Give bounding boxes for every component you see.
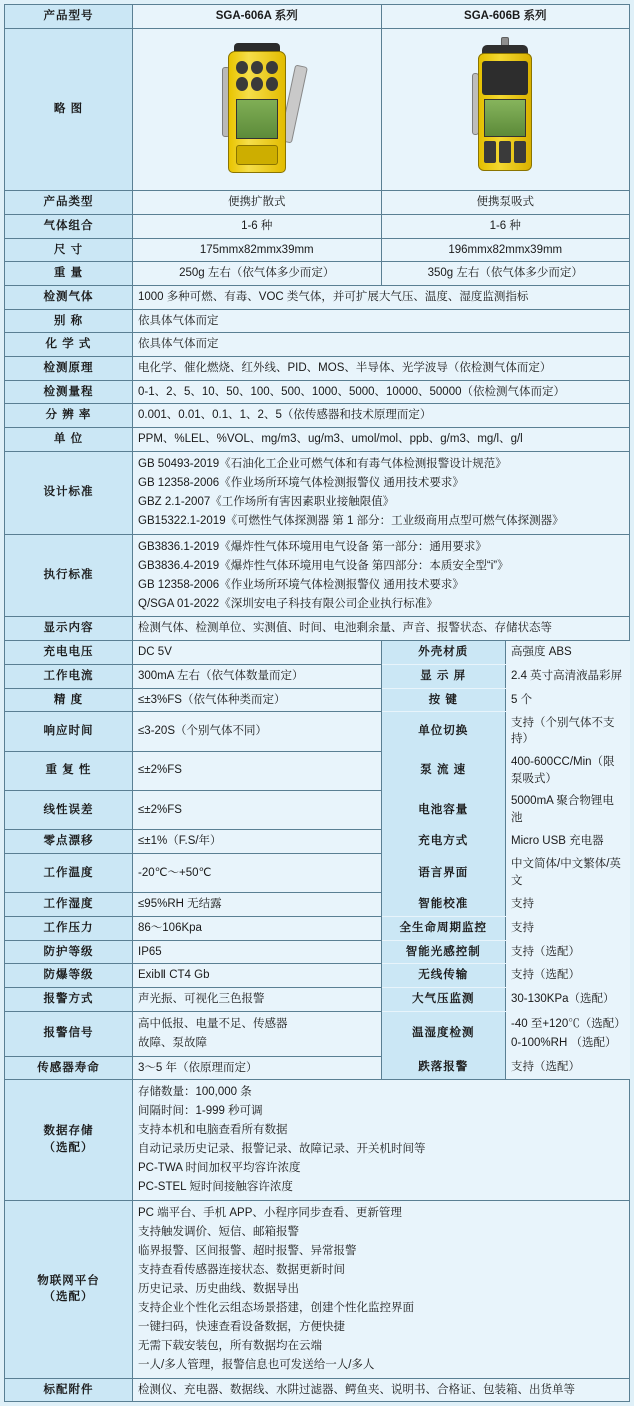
row-label-illustration: 略 图 xyxy=(5,28,133,191)
row-value-a: 1-6 种 xyxy=(133,215,382,239)
table-row-model xyxy=(5,5,630,29)
row-label-model: 产品型号 xyxy=(5,5,133,29)
row-label: 分 辨 率 xyxy=(5,404,133,428)
drop-alarm-value: 支持（选配） xyxy=(506,1056,630,1079)
list-item: 支持本机和电脑查看所有数据 xyxy=(138,1124,288,1137)
table-row xyxy=(5,688,630,712)
row-value: ≤±2%FS xyxy=(133,751,382,790)
list-item: GB3836.1-2019《爆炸性气体环境用电气设备 第一部分：通用要求》 xyxy=(138,540,487,553)
list-item: GB 12358-2006《作业场所环境气体检测报警仪 通用技术要求》 xyxy=(138,476,464,489)
row-pair-right xyxy=(381,664,630,688)
row-pair-right xyxy=(381,987,630,1011)
list-item: GB15322.1-2019《可燃性气体探测器 第 1 部分：工业级商用点型可燃气体探测器》 xyxy=(138,514,564,527)
row-pair-right xyxy=(381,893,630,917)
row-value-a: 175mmx82mmx39mm xyxy=(133,238,382,262)
alarm-signal-value xyxy=(133,1011,382,1056)
row-label-sensor-life: 传感器寿命 xyxy=(5,1056,133,1080)
table-row xyxy=(5,357,630,381)
row-label-line2: （选配） xyxy=(43,1291,94,1304)
row-pair-right xyxy=(381,916,630,940)
row-value-secondary: 30-130KPa（选配） xyxy=(506,988,630,1011)
row-label: 重 量 xyxy=(5,262,133,286)
row-pair-right xyxy=(381,688,630,712)
row-value-a: 250g 左右（依气体多少而定） xyxy=(133,262,382,286)
list-item: GB 50493-2019《石油化工企业可燃气体和有毒气体检测报警设计规范》 xyxy=(138,457,507,470)
row-value: 0.001、0.01、0.1、1、2、5（依传感器和技术原理而定） xyxy=(133,404,630,428)
row-value-a: 便携扩散式 xyxy=(133,191,382,215)
row-label-iot-platform xyxy=(5,1201,133,1379)
table-row xyxy=(5,380,630,404)
table-row xyxy=(5,238,630,262)
row-pair-right xyxy=(381,853,630,892)
row-label-secondary: 大气压监测 xyxy=(382,988,506,1011)
row-value-secondary: 支持 xyxy=(506,893,630,916)
row-value: 0-1、2、5、10、50、100、500、1000、5000、10000、50000（依检测气体而定） xyxy=(133,380,630,404)
list-item: -40 至+120℃（选配） xyxy=(511,1017,626,1030)
row-pair-right xyxy=(381,940,630,964)
list-item: PC-STEL 短时间接触容许浓度 xyxy=(138,1181,293,1194)
row-label-secondary: 全生命周期监控 xyxy=(382,917,506,940)
row-value: 电化学、催化燃烧、红外线、PID、MOS、半导体、光学波导（依检测气体而定） xyxy=(133,357,630,381)
row-value-secondary: 400-600CC/Min（限泵吸式） xyxy=(506,751,630,790)
row-value: ≤95%RH 无结露 xyxy=(133,893,382,917)
table-row-exec-standard xyxy=(5,534,630,617)
product-spec-table xyxy=(4,4,630,1402)
row-value-b: 350g 左右（依气体多少而定） xyxy=(381,262,630,286)
row-value: ≤3-20S（个别气体不同） xyxy=(133,712,382,751)
list-item: Q/SGA 01-2022《深圳安电子科技有限公司企业执行标准》 xyxy=(138,597,438,610)
row-label: 精 度 xyxy=(5,688,133,712)
list-item: 支持触发调价、短信、邮箱报警 xyxy=(138,1225,299,1238)
list-item: 一键扫码，快速查看设备数据，方便快捷 xyxy=(138,1320,345,1333)
row-label-drop-alarm: 跌落报警 xyxy=(382,1056,506,1079)
table-row xyxy=(5,191,630,215)
table-row xyxy=(5,333,630,357)
row-label: 尺 寸 xyxy=(5,238,133,262)
row-label: 气体组合 xyxy=(5,215,133,239)
portable-gas-detector-yellow-icon xyxy=(214,37,300,177)
row-label: 工作温度 xyxy=(5,853,133,892)
table-row xyxy=(5,286,630,310)
row-label: 零点漂移 xyxy=(5,830,133,854)
row-value: ≤±2%FS xyxy=(133,790,382,829)
table-row xyxy=(5,916,630,940)
row-label: 报警方式 xyxy=(5,987,133,1011)
model-a-header: SGA-606A 系列 xyxy=(133,5,382,29)
row-value: PPM、%LEL、%VOL、mg/m3、ug/m3、umol/mol、ppb、g/m3、mg/l、g/l xyxy=(133,428,630,452)
row-label: 检测气体 xyxy=(5,286,133,310)
table-row-accessories xyxy=(5,1378,630,1402)
row-label-secondary: 智能光感控制 xyxy=(382,941,506,964)
table-row-sensor-life xyxy=(5,1056,630,1080)
list-item: PC-TWA 时间加权平均容许浓度 xyxy=(138,1162,301,1175)
row-value: -20℃～+50℃ xyxy=(133,853,382,892)
row-value-b: 1-6 种 xyxy=(381,215,630,239)
row-label-secondary: 电池容量 xyxy=(382,790,506,829)
table-row xyxy=(5,893,630,917)
row-value: 86～106Kpa xyxy=(133,916,382,940)
table-row xyxy=(5,751,630,790)
list-item: 无需下载安装包，所有数据均在云端 xyxy=(138,1339,322,1352)
row-pair-right xyxy=(381,712,630,751)
table-row xyxy=(5,853,630,892)
table-row xyxy=(5,404,630,428)
list-item: 故障、泵故障 xyxy=(138,1036,207,1049)
list-item: GB3836.4-2019《爆炸性气体环境用电气设备 第四部分：本质安全型“i”》 xyxy=(138,559,509,572)
row-label-alarm-signal: 报警信号 xyxy=(5,1011,133,1056)
row-label-line1: 物联网平台 xyxy=(37,1274,100,1287)
table-row-alarm-signal xyxy=(5,1011,630,1056)
table-row-display-content xyxy=(5,617,630,641)
row-value: ≤±1%（F.S/年） xyxy=(133,830,382,854)
row-pair-right xyxy=(381,751,630,790)
row-value-secondary: 支持 xyxy=(506,917,630,940)
list-item: GBZ 2.1-2007《工作场所有害因素职业接触限值》 xyxy=(138,495,395,508)
row-value: 依具体气体而定 xyxy=(133,309,630,333)
temp-humidity-value xyxy=(506,1012,630,1056)
row-label: 工作电流 xyxy=(5,664,133,688)
row-label: 响应时间 xyxy=(5,712,133,751)
table-row xyxy=(5,215,630,239)
row-pair-right xyxy=(381,1056,630,1080)
row-label-secondary: 充电方式 xyxy=(382,830,506,853)
row-value-secondary: Micro USB 充电器 xyxy=(506,830,630,853)
row-label: 别 称 xyxy=(5,309,133,333)
list-item: 一人/多人管理，报警信息也可发送给一人/多人 xyxy=(138,1358,375,1371)
row-label: 检测量程 xyxy=(5,380,133,404)
row-label: 重 复 性 xyxy=(5,751,133,790)
row-value: IP65 xyxy=(133,940,382,964)
model-b-header: SGA-606B 系列 xyxy=(381,5,630,29)
table-row xyxy=(5,940,630,964)
table-row xyxy=(5,987,630,1011)
table-row xyxy=(5,664,630,688)
row-label-exec-standard: 执行标准 xyxy=(5,534,133,617)
row-value-secondary: 支持（选配） xyxy=(506,941,630,964)
sensor-life-value: 3～5 年（依原理而定） xyxy=(133,1056,382,1080)
row-label: 工作湿度 xyxy=(5,893,133,917)
row-value-secondary: 中文简体/中文繁体/英文 xyxy=(506,853,630,892)
row-value-secondary: 5000mA 聚合物锂电池 xyxy=(506,790,630,829)
accessories-value: 检测仪、充电器、数据线、水阱过滤器、鳄鱼夹、说明书、合格证、包装箱、出货单等 xyxy=(133,1378,630,1402)
row-value: DC 5V xyxy=(133,641,382,665)
table-row xyxy=(5,262,630,286)
portable-gas-detector-pump-icon xyxy=(462,37,548,177)
row-value: ≤±3%FS（依气体种类而定） xyxy=(133,688,382,712)
list-item: 支持企业个性化云组态场景搭建，创建个性化监控界面 xyxy=(138,1301,414,1314)
table-row xyxy=(5,428,630,452)
row-label: 充电电压 xyxy=(5,641,133,665)
row-label: 线性误差 xyxy=(5,790,133,829)
row-label-secondary: 智能校准 xyxy=(382,893,506,916)
row-label-data-storage xyxy=(5,1080,133,1201)
row-label: 工作压力 xyxy=(5,916,133,940)
row-label-temp-humidity: 温湿度检测 xyxy=(382,1012,506,1056)
row-label-secondary: 泵 流 速 xyxy=(382,751,506,790)
row-pair-right xyxy=(381,790,630,829)
table-row-iot-platform xyxy=(5,1201,630,1379)
list-item: 历史记录、历史曲线、数据导出 xyxy=(138,1282,299,1295)
display-content-value: 检测气体、检测单位、实测值、时间、电池剩余量、声音、报警状态、存储状态等 xyxy=(133,617,630,641)
row-label: 化 学 式 xyxy=(5,333,133,357)
row-label-secondary: 显 示 屏 xyxy=(382,665,506,688)
row-pair-right xyxy=(381,830,630,854)
design-standard-list xyxy=(133,451,630,534)
row-label-secondary: 语言界面 xyxy=(382,853,506,892)
table-row xyxy=(5,309,630,333)
row-value-secondary: 5 个 xyxy=(506,689,630,712)
list-item: 存储数量：100,000 条 xyxy=(138,1086,252,1099)
table-row xyxy=(5,641,630,665)
row-value-b: 196mmx82mmx39mm xyxy=(381,238,630,262)
row-label-accessories: 标配附件 xyxy=(5,1378,133,1402)
list-item: 支持查看传感器连接状态、数据更新时间 xyxy=(138,1263,345,1276)
illustration-model-b xyxy=(381,28,630,191)
row-label-secondary: 按 键 xyxy=(382,689,506,712)
row-pair-right xyxy=(381,641,630,665)
row-label: 防护等级 xyxy=(5,940,133,964)
row-value-secondary: 支持（个别气体不支持） xyxy=(506,712,630,751)
row-value-secondary: 支持（选配） xyxy=(506,964,630,987)
list-item: 临界报警、区间报警、超时报警、异常报警 xyxy=(138,1244,357,1257)
list-item: 间隔时间：1-999 秒可调 xyxy=(138,1105,263,1118)
row-label: 检测原理 xyxy=(5,357,133,381)
row-label-secondary: 无线传输 xyxy=(382,964,506,987)
row-value: 300mA 左右（依气体数量而定） xyxy=(133,664,382,688)
row-label-display-content: 显示内容 xyxy=(5,617,133,641)
row-value-b: 便携泵吸式 xyxy=(381,191,630,215)
row-value: 声光振、可视化三色报警 xyxy=(133,987,382,1011)
row-pair-right xyxy=(381,1011,630,1056)
table-row-illustration xyxy=(5,28,630,191)
row-label-design-standard: 设计标准 xyxy=(5,451,133,534)
row-pair-right xyxy=(381,964,630,988)
row-label-line2: （选配） xyxy=(43,1142,94,1155)
table-row-data-storage xyxy=(5,1080,630,1201)
iot-platform-list xyxy=(133,1201,630,1379)
data-storage-list xyxy=(133,1080,630,1201)
row-value-secondary: 高强度 ABS xyxy=(506,641,630,664)
row-label: 防爆等级 xyxy=(5,964,133,988)
row-value: 1000 多种可燃、有毒、VOC 类气体，并可扩展大气压、温度、湿度监测指标 xyxy=(133,286,630,310)
list-item: 自动记录历史记录、报警记录、故障记录、开关机时间等 xyxy=(138,1143,426,1156)
list-item: GB 12358-2006《作业场所环境气体检测报警仪 通用技术要求》 xyxy=(138,578,464,591)
exec-standard-list xyxy=(133,534,630,617)
row-value: ExibⅡ CT4 Gb xyxy=(133,964,382,988)
list-item: 高中低报、电量不足、传感器 xyxy=(138,1017,288,1030)
table-row xyxy=(5,712,630,751)
row-value: 依具体气体而定 xyxy=(133,333,630,357)
list-item: PC 端平台、手机 APP、小程序同步查看、更新管理 xyxy=(138,1207,402,1219)
row-label: 产品类型 xyxy=(5,191,133,215)
row-label-line1: 数据存储 xyxy=(43,1125,94,1138)
table-row xyxy=(5,964,630,988)
table-row-design-standard xyxy=(5,451,630,534)
table-row xyxy=(5,790,630,829)
row-label: 单 位 xyxy=(5,428,133,452)
row-value-secondary: 2.4 英寸高清液晶彩屏 xyxy=(506,665,630,688)
table-row xyxy=(5,830,630,854)
row-label-secondary: 单位切换 xyxy=(382,712,506,751)
list-item: 0-100%RH （选配） xyxy=(511,1036,617,1049)
illustration-model-a xyxy=(133,28,382,191)
row-label-secondary: 外壳材质 xyxy=(382,641,506,664)
